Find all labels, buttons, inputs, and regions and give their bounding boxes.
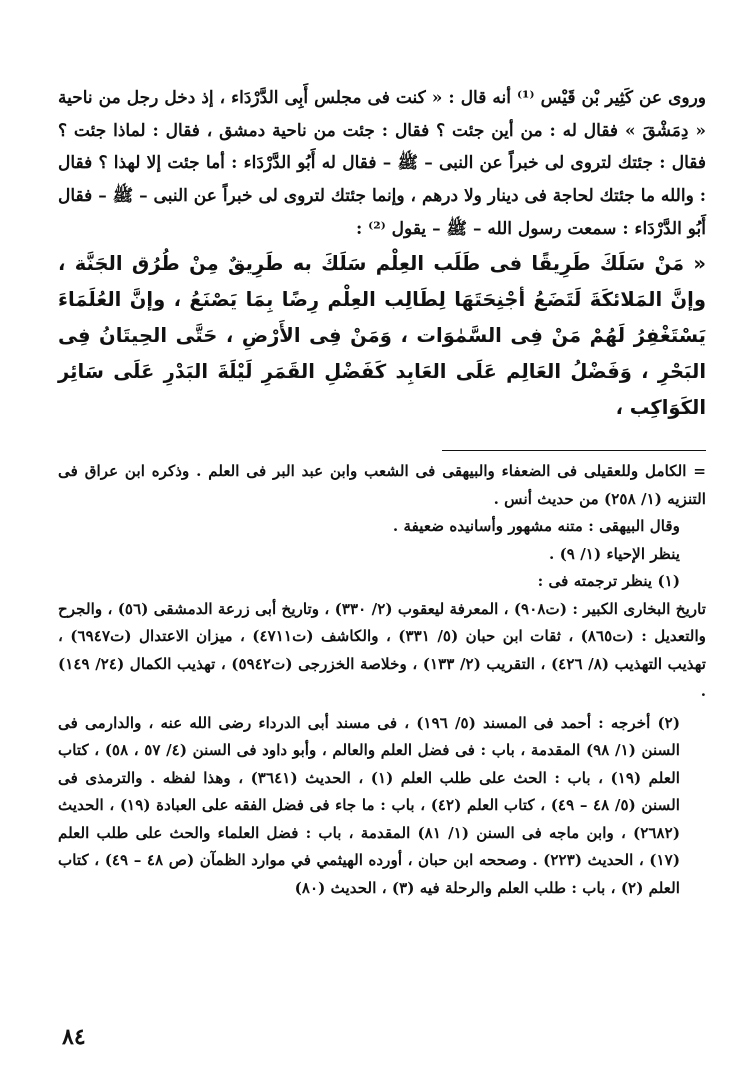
footnote-2: (٢) أخرجه : أحمد فى المسند (٥/ ١٩٦) ، فى مسند أبى الدرداء رضى الله عنه ، والدارمى فى السنن (١/ ٩٨) المقدمة ، باب : فى فضل العلم والعالم ، وأبو داود فى السنن (٤/ ٥٧ ، ٥٨) ، كتاب العلم (١٩) ، باب : الحث على طلب العلم (١) ، الحديث (٣٦٤١) ، وهذا لفظه . والترمذى فى السنن (٥/ ٤٨ – ٤٩) ، كتاب العلم (٤٢) ، باب : ما جاء فى فضل الفقه على العبادة (١٩) ، الحديث (٢٦٨٢) ، وابن ماجه فى السنن (١/ ٨١) المقدمة ، باب : فضل العلماء والحث على طلب العلم (١٧) ، الحديث (٢٢٣) . وصححه ابن حبان ، أورده الهيثمي في موارد الظمآن (ص ٤٨ – ٤٩) ، كتاب العلم (٢) ، باب : طلب العلم والرحلة فيه (٣) ، الحديث (٨٠) [58,713,681,897]
footnotes [58,458,706,902]
footnote-ihya: ينظر الإحياء (١/ ٩) . [549,544,680,563]
footnote-bayhaqi: وقال البيهقى : متنه مشهور وأسانيده ضعيفة . [392,517,680,535]
footnote-continuation: = الكامل وللعقيلى فى الضعفاء والبيهقى فى الشعب وابن عبد البر فى العلم . وذكره ابن عراق فى التنزيه (١/ ٢٥٨) من حديث أنس . [58,462,706,508]
narration-paragraph: وروى عن كَثِير بْن قَيْس ⁽¹⁾ أنه قال : « كنت فى مجلس أَبِى الدَّرْدَاء ، إذ دخل رجل من ناحية « دِمَشْقَ » فقال له : من أين جئت ؟ فقال : جئت من ناحية دمشق ، فقال : لماذا جئت ؟ فقال : جئتك لتروى لى خبراً عن النبى – ﷺ – فقال له أَبُو الدَّرْدَاء : أما جئت إلا لهذا ؟ فقال : والله ما جئتك لحاجة فى دينار ولا درهم ، وإنما جئتك لتروى لى خبراً عن النبى – ﷺ – فقال أَبُو الدَّرْدَاء : سمعت رسول الله – ﷺ – يقول ⁽²⁾ : [58,88,707,239]
main-text [58,82,706,426]
footnote-1-heading: (١) ينظر ترجمته فى : [537,572,680,590]
footnote-1-body: تاريخ البخارى الكبير : (ت٩٠٨) ، المعرفة ليعقوب (٢/ ٣٣٠) ، وتاريخ أبى زرعة الدمشقى (٥٦) ، والجرح والتعديل : (ت٨٦٥) ، ثقات ابن حبان (٥/ ٣٣١) ، والكاشف (ت٤٧١١) ، ميزان الاعتدال (ت٦٩٤٧) ، تهذيب التهذيب (٨/ ٤٢٦) ، التقريب (٢/ ١٣٣) ، وخلاصة الخزرجى (ت٥٩٤٢) ، تهذيب الكمال (٢٤/ ١٤٩) . [58,599,706,700]
hadith-quote: « مَنْ سَلَكَ طَرِيقًا فى طَلَب العِلْم سَلَكَ به طَرِيقٌ مِنْ طُرُق الجَنَّة ، وإنَّ المَلائكَةَ لَتَضَعُ أجْنِحَتَهَا لِطَالِب العِلْم رِضًا بِمَا يَصْنَعُ ، وإنَّ العُلَمَاءَ يَسْتَغْفِرُ لَهُمْ مَنْ فِى السَّمٰوَات ، وَمَنْ فِى الأَرْضِ ، حَتَّى الحِيتَانُ فِى البَحْرِ ، وَفَضْلُ العَالِم عَلَى العَابِد كَفَضْلِ القَمَرِ لَيْلَةَ البَدْرِ عَلَى سَائِر الكَوَاكِب ، [58,251,706,419]
page-number: ٨٤ [62,1024,86,1050]
footnote-separator [442,450,706,451]
